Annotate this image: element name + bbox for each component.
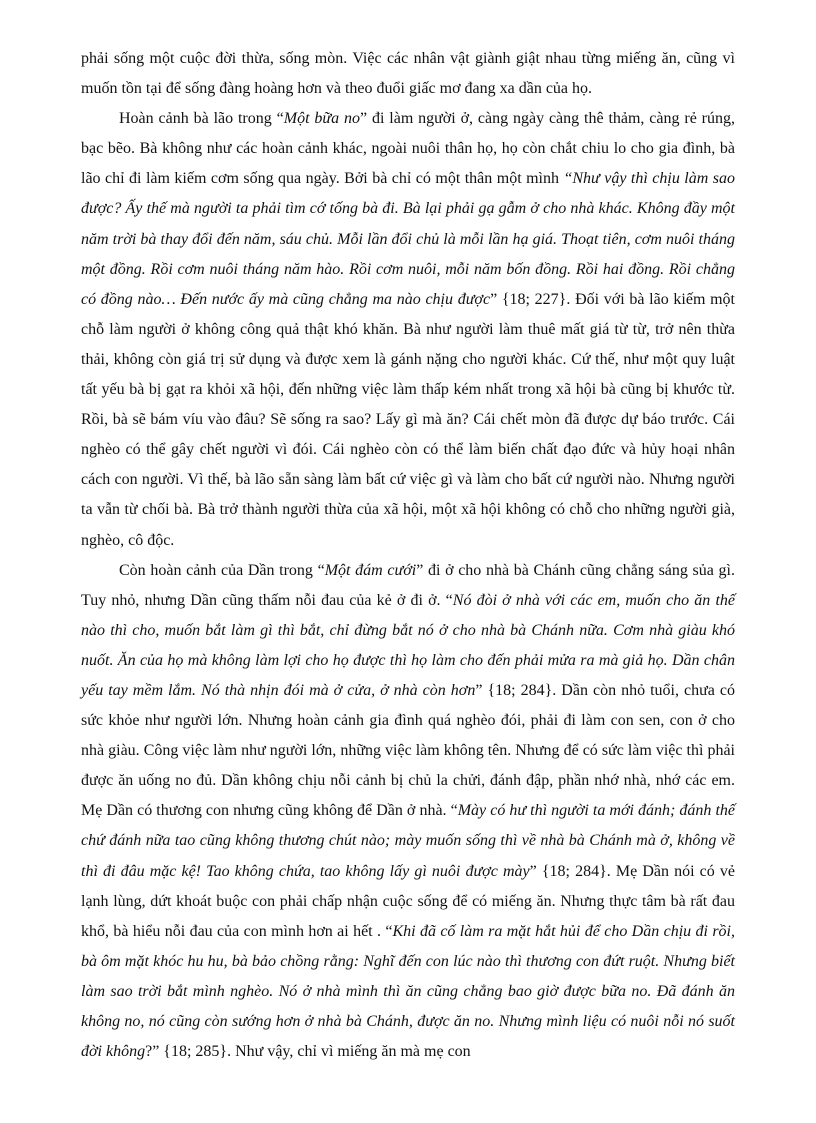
italic-quote: Nó đòi ở nhà với các em, muốn cho ăn thế nào thì cho, muốn bắt làm gì thì bắt, chỉ đừng bắt nó ở cho nhà bà Chánh nữa. Cơm nhà giàu khó nuốt. Ăn của họ mà không làm lợi cho họ được thì họ làm cho đến phải mửa ra mà giả họ. Dần chân yếu tay mềm lắm. Nó thà nhịn đói mà ở cửa, ở nhà còn hơn <box>81 591 735 699</box>
document-page <box>81 44 735 1067</box>
text-run: ” {18; 284}. Mẹ Dần nói có vẻ lạnh lùng, dứt khoát buộc con phải chấp nhận cuộc sống để có miếng ăn. Nhưng thực tâm bà rất đau khổ, bà hiểu nỗi đau của con mình hơn ai hết . “ <box>81 862 736 940</box>
text-run: phải sống một cuộc đời thừa, sống mòn. Việc các nhân vật giành giật nhau từng miếng ăn, cũng vì muốn tồn tại để sống đàng hoàng hơn và theo đuổi giấc mơ đang xa dần của họ. <box>81 50 735 98</box>
text-run: Hoàn cảnh bà lão trong “ <box>119 110 284 128</box>
italic-quote: “Như vậy thì chịu làm sao được? Ấy thế mà người ta phải tìm cớ tống bà đi. Bà lại phải gạ gẫm ở cho nhà khác. Không đầy một năm trời bà thay đổi đến năm, sáu chủ. Mỗi lần đổi chủ là mỗi lần hạ giá. Thoạt tiên, cơm nuôi tháng một đồng. Rồi cơm nuôi tháng năm hào. Rồi cơm nuôi, mỗi năm bốn đồng. Rồi hai đồng. Rồi chẳng có đồng nào… Đến nước ấy mà cũng chẳng ma nào chịu được <box>81 170 736 308</box>
paragraph <box>81 104 735 555</box>
text-run: ” {18; 227}. Đối với bà lão kiếm một chỗ làm người ở không công quả thật khó khăn. Bà như người làm thuê mất giá từ từ, trở nên thừa thải, không còn giá trị sử dụng và được xem là gánh nặng cho người khác. Cứ thế, như một quy luật tất yếu bà bị gạt ra khỏi xã hội, đến những việc làm thấp kém nhất trong xã hội bà cũng bị khước từ. Rồi, bà sẽ bám víu vào đâu? Sẽ sống ra sao? Lấy gì mà ăn? Cái chết mòn đã được dự báo trước. Cái nghèo có thể gây chết người vì đói. Cái nghèo còn có thể làm biến chất đạo đức và hủy hoại nhân cách con người. Vì thế, bà lão sẵn sàng làm bất cứ việc gì và làm cho bất cứ người nào. Nhưng người ta vẫn từ chối bà. Bà trở thành người thừa của xã hội, một xã hội không có chỗ cho những người già, nghèo, cô độc. <box>81 290 735 549</box>
text-run: Còn hoàn cảnh của Dần trong “ <box>119 561 325 579</box>
text-run: ” đi ở cho nhà bà Chánh cũng chẳng sáng sủa gì. Tuy nhỏ, nhưng Dần cũng thấm nỗi đau của kẻ ở đi ở. “ <box>81 561 735 609</box>
paragraph <box>81 44 735 104</box>
italic-title: Một đám cưới <box>324 561 417 579</box>
italic-quote: Khi đã cố làm ra mặt hắt hủi để cho Dần chịu đi rồi, bà ôm mặt khóc hu hu, bà bảo chồng rằng: Nghĩ đến con lúc nào thì thương con đứt ruột. Nhưng biết làm sao trời bắt mình nghèo. Nó ở nhà mình thì ăn cũng chẳng bao giờ được bữa no. Đã đánh ăn không no, nó cũng còn sướng hơn ở nhà bà Chánh, được ăn no. Nhưng mình liệu có nuôi nỗi nó suốt đời không <box>81 922 736 1061</box>
paragraph <box>81 556 735 1068</box>
italic-title: Một bữa no <box>283 110 360 128</box>
text-run: ” đi làm người ở, càng ngày càng thê thảm, càng rẻ rúng, bạc bẽo. Bà không như các hoàn cảnh khác, ngoài nuôi thân họ, họ còn chắt chiu lo cho gia đình, bà lão chỉ đi làm kiếm cơm sống qua ngày. Bởi bà chỉ có một thân một mình <box>81 110 736 188</box>
text-run: ” {18; 284}. Dần còn nhỏ tuổi, chưa có sức khỏe như người lớn. Nhưng hoàn cảnh gia đình quá nghèo đói, phải đi làm con sen, con ở cho nhà giàu. Công việc làm như người lớn, những việc làm không tên. Nhưng để có sức làm việc thì phải được ăn uống no đủ. Dần không chịu nỗi cảnh bị chủ la chửi, đánh đập, phần nhớ nhà, nhớ các em. Mẹ Dần có thương con nhưng cũng không để Dần ở nhà. “ <box>81 681 736 820</box>
text-run: ?” {18; 285}. Như vậy, chỉ vì miếng ăn mà mẹ con <box>145 1043 471 1061</box>
italic-quote: Mày có hư thì người ta mới đánh; đánh thế chứ đánh nữa tao cũng không thương chút nào; mày muốn sống thì về nhà bà Chánh mà ở, không về thì đi đâu mặc kệ! Tao không chứa, tao không lấy gì nuôi được mày <box>81 802 735 880</box>
